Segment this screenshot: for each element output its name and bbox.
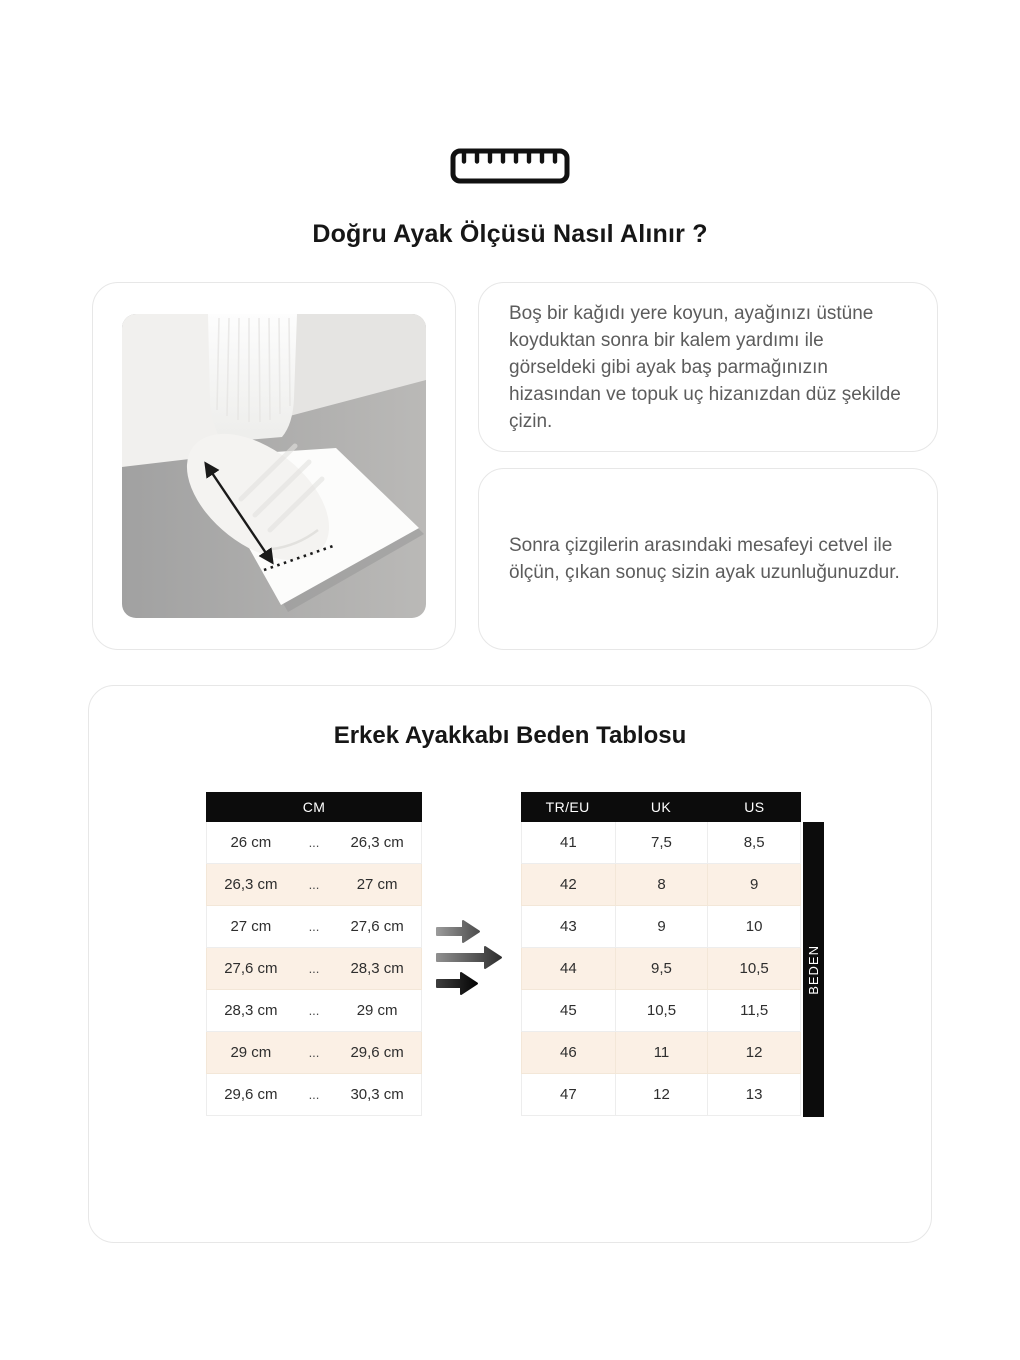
size-table-title: Erkek Ayakkabı Beden Tablosu: [333, 722, 687, 749]
size-value-cell: 11: [615, 1032, 708, 1073]
size-table-header-cell: US: [744, 799, 765, 815]
page-title: Doğru Ayak Ölçüsü Nasıl Alınır ?: [312, 220, 708, 248]
size-value-cell: 44: [559, 960, 577, 977]
size-value-cell: 10: [707, 906, 800, 947]
cm-table-body: [206, 822, 422, 1116]
size-value-cell: 8: [615, 864, 708, 905]
cm-range-start: 29,6 cm: [224, 1086, 278, 1103]
size-value-cell: 41: [559, 834, 577, 851]
size-table-header-cell: TR/EU: [545, 799, 590, 815]
size-value-cell: 45: [559, 1002, 577, 1019]
range-separator: ...: [308, 961, 320, 976]
size-table-header-cell: UK: [650, 799, 672, 815]
range-separator: ...: [308, 1045, 320, 1060]
cm-range-end: 30,3 cm: [350, 1086, 404, 1103]
size-value-cell: 11,5: [707, 990, 800, 1031]
cm-range-start: 26 cm: [230, 834, 272, 851]
photo-card: [92, 282, 456, 650]
instruction-text-1: Boş bir kağıdı yere koyun, ayağınızı üstüne koyduktan sonra bir kalem yardımı ile görseldeki gibi ayak baş parmağınızın hizasından ve topuk uç hizanızdan düz şekilde çizin.: [509, 302, 901, 432]
cm-range-start: 27,6 cm: [224, 960, 278, 977]
size-table-body: [521, 822, 801, 1116]
cm-table-row: [206, 822, 422, 864]
size-table-row: [521, 948, 801, 990]
range-separator: ...: [308, 877, 320, 892]
size-value-cell: 10,5: [707, 948, 800, 989]
beden-side-bar: [803, 822, 824, 1117]
cm-range-end: 28,3 cm: [350, 960, 404, 977]
size-table-header: [521, 792, 801, 822]
cm-range-end: 27 cm: [356, 876, 398, 893]
cm-table-row: [206, 906, 422, 948]
size-value-cell: 10,5: [615, 990, 708, 1031]
range-separator: ...: [308, 919, 320, 934]
size-table-row: [521, 822, 801, 864]
size-table-row: [521, 906, 801, 948]
cm-range-end: 29,6 cm: [350, 1044, 404, 1061]
size-table-row: [521, 1032, 801, 1074]
size-value-cell: 12: [707, 1032, 800, 1073]
size-value-cell: 12: [615, 1074, 708, 1115]
instruction-card-1: [478, 282, 938, 452]
instruction-cards: [478, 282, 938, 650]
cm-range-start: 26,3 cm: [224, 876, 278, 893]
range-separator: ...: [308, 1087, 320, 1102]
cm-range-end: 27,6 cm: [350, 918, 404, 935]
range-separator: ...: [308, 835, 320, 850]
instruction-card-2: [478, 468, 938, 650]
measure-instructions-row: [92, 282, 938, 650]
cm-table-row: [206, 990, 422, 1032]
cm-table: [206, 792, 422, 1116]
size-value-cell: 13: [707, 1074, 800, 1115]
size-table-card: [88, 685, 932, 1243]
size-table-row: [521, 1074, 801, 1116]
cm-table-row: [206, 1074, 422, 1116]
size-value-cell: 7,5: [615, 822, 708, 863]
instruction-text-2: Sonra çizgilerin arasındaki mesafeyi cetvel ile ölçün, çıkan sonuç sizin ayak uzunluğunuzdur.: [509, 535, 900, 583]
size-value-cell: 9: [707, 864, 800, 905]
foot-measure-photo: [122, 314, 426, 618]
cm-range-start: 28,3 cm: [224, 1002, 278, 1019]
cm-table-row: [206, 1032, 422, 1074]
size-value-cell: 8,5: [707, 822, 800, 863]
cm-range-start: 27 cm: [230, 918, 272, 935]
cm-range-start: 29 cm: [230, 1044, 272, 1061]
size-value-cell: 46: [559, 1044, 577, 1061]
cm-table-row: [206, 948, 422, 990]
size-conversion-table: [521, 792, 801, 1116]
size-value-cell: 9,5: [615, 948, 708, 989]
transfer-arrows-icon: [433, 918, 505, 996]
cm-table-header: CM: [206, 792, 422, 822]
size-table-row: [521, 990, 801, 1032]
size-value-cell: 47: [559, 1086, 577, 1103]
size-value-cell: 42: [559, 876, 577, 893]
size-value-cell: 43: [559, 918, 577, 935]
range-separator: ...: [308, 1003, 320, 1018]
size-value-cell: 9: [615, 906, 708, 947]
cm-table-row: [206, 864, 422, 906]
ruler-icon: [0, 148, 1020, 184]
beden-label: BEDEN: [806, 944, 821, 995]
size-tables-area: [89, 792, 931, 1132]
size-table-row: [521, 864, 801, 906]
cm-range-end: 26,3 cm: [350, 834, 404, 851]
cm-range-end: 29 cm: [356, 1002, 398, 1019]
